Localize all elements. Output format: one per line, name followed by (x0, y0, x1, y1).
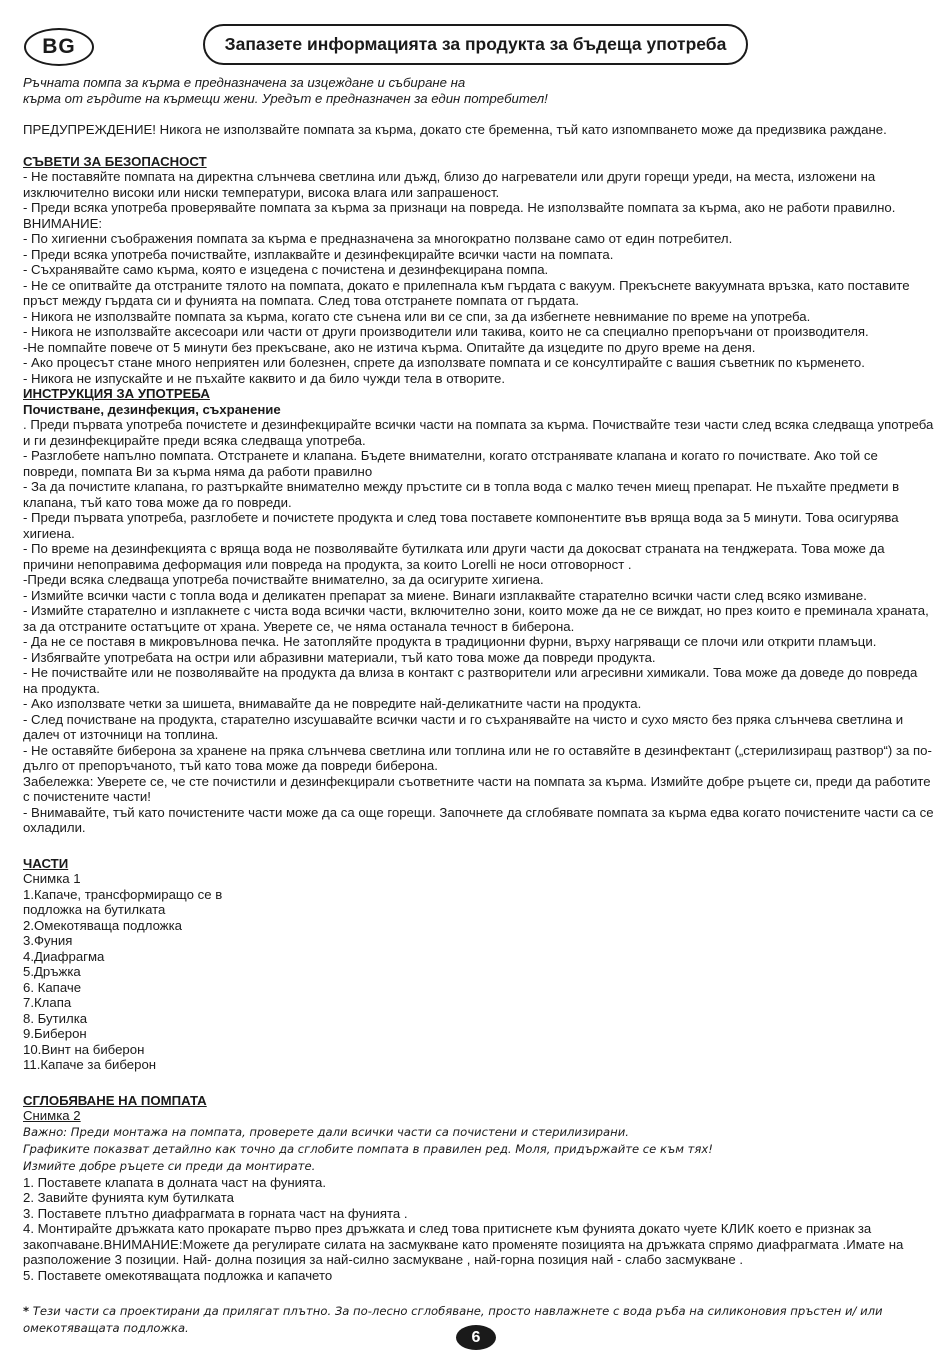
safety-line: - Никога не изпускайте и не пъхайте каквито и да било чужди тела в отворите. (23, 370, 506, 386)
pregnancy-warning: ПРЕДУПРЕЖДЕНИЕ! Никога не използвайте помпата за кърма, докато сте бременна, тъй като изпомпването може да предизвика раждане. (23, 122, 887, 137)
list-item: 9.Биберон (23, 1026, 87, 1041)
assembly-step: 4. Монтирайте дръжката като прокарате първо през дръжката и след това притиснете към фунията докато чуете КЛИК което е признак за закопчаване.ВНИМАНИЕ:Можете да регулирате силата на засмукване като променяте позицията на дръжката спрямо диафрагмата .Имате на разположение 3 позиции. Най- долна позиция за най-силно засмукване , най-горна позиция най - слабо засмукване . (23, 1221, 904, 1267)
assembly-step: 1. Поставете клапата в долната част на фунията. (23, 1174, 327, 1190)
assembly-step: 3. Поставете плътно диафрагмата в горната част на фунията . (23, 1205, 408, 1221)
list-item: 5.Дръжка (23, 964, 81, 979)
assembly-heading: СГЛОБЯВАНЕ НА ПОМПАТА (23, 1092, 207, 1108)
footnote-star: * (23, 1304, 30, 1318)
instruction-line: . Преди първата употреба почистете и дезинфекцирайте всички части на помпата за кърма. Почиствайте тези части след всяка следваща употреба и ги дезинфекцирайте преди всяка следваща употреба. (23, 417, 934, 448)
safety-line: - Не поставяйте помпата на директна слънчева светлина или дъжд, близо до нагреватели или други горещи уреди, на места, изложени на изключително високи или ниски температури, висока влага или запрашеност. (23, 169, 876, 200)
safety-line: - Преди всяка употреба почиствайте, изплаквайте и дезинфекцирайте всички части на помпата. (23, 246, 614, 262)
assembly-note: Графиките показват детайлно как точно да сглобите помпата в правилен ред. Моля, придържайте се към тях! (23, 1141, 713, 1156)
instruction-line: - След почистване на продукта, старателно изсушавайте всички части и го съхранявайте на чисто и сухо място без пряка слънчева светлина и далеч от източници на топлина. (23, 711, 904, 742)
safety-line: -Не помпайте повече от 5 минути без прекъсване, ако не изтича кърма. Опитайте да изцедите по друго време на деня. (23, 339, 756, 355)
list-item: 6. Капаче (23, 979, 82, 995)
instruction-line: - Преди първата употреба, разглобете и почистете продукта и след това поставете компонентите във вряща вода за 5 минути. Това осигурява хигиена. (23, 510, 899, 541)
safety-line: - Съхранявайте само кърма, която е изцедена с почистена и дезинфекцирана помпа. (23, 262, 549, 277)
list-item: 2.Омекотяваща подложка (23, 917, 182, 933)
safety-line: ВНИМАНИЕ: (23, 215, 103, 231)
assembly-step: 5. Поставете омекотяващата подложка и капачето (23, 1267, 333, 1283)
safety-line: - Преди всяка употреба проверявайте помпата за кърма за признаци на повреда. Не използвайте помпата за кърма, ако не работи правилно. (23, 200, 896, 215)
instruction-line: - Внимавайте, тъй като почистените части може да са още горещи. Започнете да сглобявате помпата за кърма едва когато почистените части са се охладили. (23, 804, 934, 835)
safety-line: - Ако процесът стане много неприятен или болезнен, спрете да използвате помпата и се консултирайте с вашия съветник по кърменето. (23, 355, 865, 370)
safety-line: - По хигиенни съображения помпата за кърма е предназначена за многократно ползване само от един потребител. (23, 231, 733, 246)
assembly-figure-label: Снимка 2 (23, 1108, 81, 1123)
list-item: 8. Бутилка (23, 1010, 88, 1026)
instruction-line: - Измийте старателно и изплакнете с чиста вода всички части, включително зони, които може да не се виждат, но през които е преминала храната, за да отстраните остатъците от храна. Уверете се, че няма останала течност в биберона. (23, 603, 929, 634)
instruction-line: Забележка: Уверете се, че сте почистили и дезинфекцирали съответните части на помпата за кърма. Измийте добре ръцете си, преди да работите с почистените части! (23, 773, 931, 804)
language-badge: BG (24, 28, 94, 66)
intro-line: кърма от гърдите на кърмещи жени. Уредът е предназначен за един потребител! (23, 90, 548, 106)
assembly-step: 2. Завийте фунията кум бутилката (23, 1190, 234, 1205)
instruction-line: - Да не се поставя в микровълнова печка. Не затопляйте продукта в традиционни фурни, върху нагряващи се плочи или открити пламъци. (23, 634, 877, 649)
safety-line: - Никога не използвайте помпата за кърма, когато сте сънена или ви се спи, за да избегнете невнимание по време на употреба. (23, 308, 811, 324)
instruction-line: - Ако използвате четки за шишета, внимавайте да не повредите най-деликатните части на продукта. (23, 696, 642, 711)
page-number: 6 (456, 1325, 496, 1350)
list-item: 3.Фуния (23, 933, 73, 948)
list-item: 11.Капаче за биберон (23, 1057, 157, 1072)
list-item: 7.Клапа (23, 995, 72, 1010)
list-item: 1.Капаче, трансформиращо се в подложка на бутилката (23, 886, 223, 917)
instruction-line: - Избягвайте употребата на остри или абразивни материали, тъй като това може да повреди продукта. (23, 649, 656, 665)
instruction-line: - По време на дезинфекцията с вряща вода не позволявайте бутилката или други части да докосват страната на тенджерата. Това може да причини непоправима деформация или повреда на продукта, за които Lorelli не носи отговорност . (23, 541, 885, 572)
safety-line: - Не се опитвайте да отстраните тялото на помпата, докато е прилепнала към гърдата с вакуум. Прекъснете вакуумната връзка, като поставите пръст между гърдата си и фунията на помпата. След това отстранете помпата от гърдата. (23, 277, 910, 308)
instruction-line: -Преди всяка следваща употреба почиствайте внимателно, за да осигурите хигиена. (23, 572, 544, 587)
instruction-line: - Разглобете напълно помпата. Отстранете и клапана. Бъдете внимателни, когато отстранявате клапана и когато го почиствате. Ако той се повреди, помпата Ви за кърма няма да работи правилно (23, 448, 878, 479)
assembly-note: Измийте добре ръцете си преди да монтирате. (23, 1158, 316, 1173)
page-title: Запазете информацията за продукта за бъдеща употреба (203, 24, 748, 65)
parts-figure-label: Снимка 1 (23, 871, 81, 886)
safety-heading: СЪВЕТИ ЗА БЕЗОПАСНОСТ (23, 153, 207, 169)
instruction-line: - Не оставяйте биберона за хранене на пряка слънчева светлина или топлина или не го оставяйте в дезинфектант („стерилизиращ разтвор“) за по-дълго от препоръчаното, тъй като това може да повреди биберона. (23, 742, 932, 773)
footnote-text: Тези части са проектирани да прилягат плътно. За по-лесно сглобяване, просто навлажнете с вода ръба на силиконовия пръстен и/ или омекотяващата подложка. (23, 1304, 883, 1335)
intro-line: Ръчната помпа за кърма е предназначена за изцеждане и събиране на (23, 75, 466, 90)
safety-line: - Никога не използвайте аксесоари или части от други производители или такива, които не са специално препоръчани от производителя. (23, 324, 869, 339)
document-body (23, 75, 935, 1337)
parts-list (23, 887, 253, 1073)
instructions-heading: ИНСТРУКЦИЯ ЗА УПОТРЕБА (23, 386, 210, 401)
instruction-line: - Измийте всички части с топла вода и деликатен препарат за миене. Винаги изплаквайте старателно всички части след всяко измиване. (23, 587, 867, 603)
cleaning-subheading: Почистване, дезинфекция, съхранение (23, 401, 281, 417)
list-item: 4.Диафрагма (23, 948, 105, 964)
assembly-note: Важно: Преди монтажа на помпата, проверете дали всички части са почистени и стерилизирани. (23, 1124, 629, 1139)
parts-heading: ЧАСТИ (23, 855, 69, 871)
instruction-line: - Не почиствайте или не позволявайте на продукта да влиза в контакт с разтворители или агресивни химикали. Това може да доведе до повреда на продукта. (23, 665, 918, 696)
instruction-line: - За да почистите клапана, го разтъркайте внимателно между пръстите си в топла вода с малко течен миещ препарат. Не пъхайте предмети в клапана, тъй като това може да го повреди. (23, 479, 900, 510)
list-item: 10.Винт на биберон (23, 1041, 145, 1057)
